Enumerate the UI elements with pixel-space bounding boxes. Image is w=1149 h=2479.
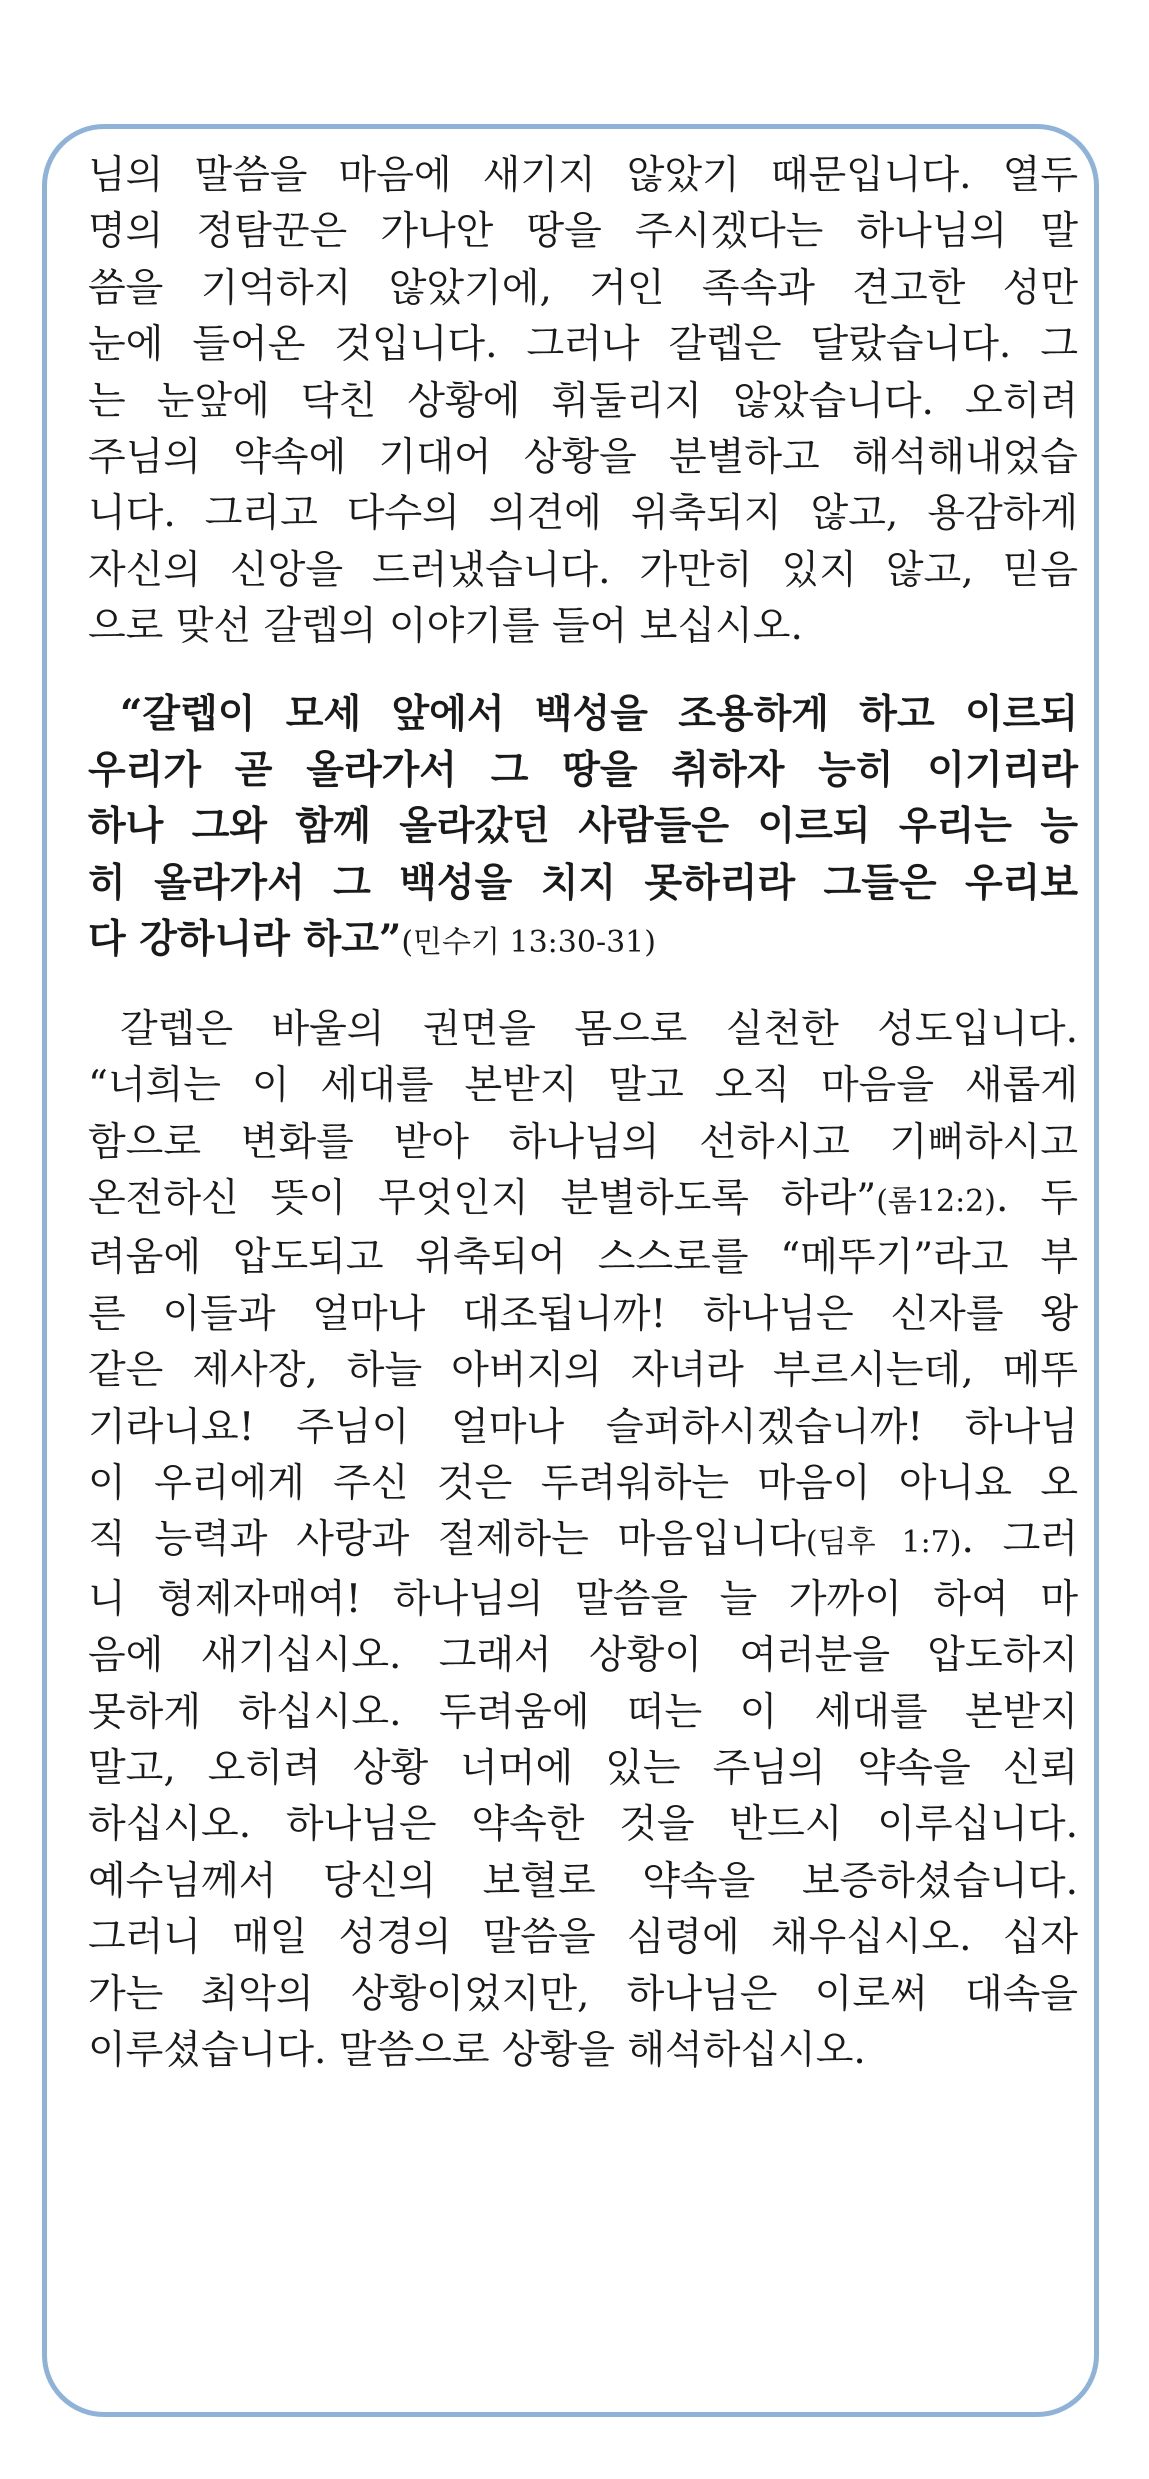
inline-reference: (딤후 1:7)	[805, 1525, 962, 1561]
quote-line-last	[88, 911, 1078, 971]
text-line: 른 이들과 얼마나 대조됩니까! 하나님은 신자를 왕	[88, 1291, 1078, 1337]
quote-line: “갈렙이 모세 앞에서 백성을 조용하게 하고 이르되	[120, 690, 1078, 737]
text-line: 니 형제자매여! 하나님의 말씀을 늘 가까이 하여 마	[88, 1576, 1078, 1622]
text-line: 예수님께서 당신의 보혈로 약속을 보증하셨습니다.	[88, 1858, 1078, 1904]
text-line: 이 우리에게 주신 것은 두려워하는 마음이 아니요 오	[88, 1460, 1078, 1506]
text-line: 음에 새기십시오. 그래서 상황이 여러분을 압도하지	[88, 1633, 1078, 1679]
text-line-with-reference	[88, 1171, 1078, 1230]
text-line: 이루셨습니다. 말씀으로 상황을 해석하십시오.	[88, 2028, 866, 2073]
text-line: 같은 제사장, 하늘 아버지의 자녀라 부르시는데, 메뚜	[88, 1348, 1078, 1394]
text-line: 함으로 변화를 받아 하나님의 선하시고 기뻐하시고	[88, 1119, 1078, 1165]
text-line: “너희는 이 세대를 본받지 말고 오직 마음을 새롭게	[88, 1063, 1078, 1109]
text-line: 자신의 신앙을 드러냈습니다. 가만히 있지 않고, 믿음	[88, 547, 1078, 593]
text-line: 으로 맞선 갈렙의 이야기를 들어 보십시오.	[88, 604, 803, 650]
quote-reference: (민수기 13:30-31)	[401, 925, 656, 961]
text-line: 님의 말씀을 마음에 새기지 않았기 때문입니다. 열두	[88, 153, 1078, 198]
text-line-with-reference	[88, 1512, 1078, 1571]
text-line: 는 눈앞에 닥친 상황에 휘둘리지 않았습니다. 오히려	[88, 378, 1078, 424]
text-line: 눈에 들어온 것입니다. 그러나 갈렙은 달랐습니다. 그	[88, 322, 1078, 368]
line-tail: . 두	[995, 1175, 1079, 1221]
text-line: 명의 정탐꾼은 가나안 땅을 주시겠다는 하나님의 말	[88, 209, 1078, 255]
paragraph-2	[88, 1002, 1078, 2080]
text-line: 기라니요! 주님이 얼마나 슬퍼하시겠습니까! 하나님	[88, 1404, 1078, 1450]
text-line: 주님의 약속에 기대어 상황을 분별하고 해석해내었습	[88, 435, 1078, 481]
text-line: 하십시오. 하나님은 약속한 것을 반드시 이루십니다.	[88, 1802, 1078, 1848]
line-text: 온전하신 뜻이 무엇인지 분별하도록 하라”	[88, 1175, 877, 1221]
text-line: 씀을 기억하지 않았기에, 거인 족속과 견고한 성만	[88, 265, 1078, 311]
quote-line: 히 올라가서 그 백성을 치지 못하리라 그들은 우리보	[88, 859, 1078, 906]
text-line: 말고, 오히려 상황 너머에 있는 주님의 약속을 신뢰	[88, 1745, 1079, 1791]
text-line: 가는 최악의 상황이었지만, 하나님은 이로써 대속을	[88, 1971, 1078, 2017]
quote-text: 다 강하니라 하고”	[88, 916, 402, 963]
quote-line: 우리가 곧 올라가서 그 땅을 취하자 능히 이기리라	[88, 747, 1078, 794]
scripture-quote	[88, 686, 1078, 972]
paragraph-1	[88, 148, 1078, 656]
inline-reference: (롬12:2)	[876, 1183, 996, 1219]
line-text: 직 능력과 사랑과 절제하는 마음입니다	[88, 1517, 806, 1563]
text-line: 못하게 하십시오. 두려움에 떠는 이 세대를 본받지	[88, 1689, 1078, 1735]
quote-line: 하나 그와 함께 올라갔던 사람들은 이르되 우리는 능	[88, 803, 1078, 850]
text-line: 그러니 매일 성경의 말씀을 심령에 채우십시오. 십자	[88, 1915, 1078, 1961]
document-body	[88, 148, 1078, 2079]
text-line: 갈렙은 바울의 권면을 몸으로 실천한 성도입니다.	[120, 1006, 1078, 1052]
text-line: 려움에 압도되고 위축되어 스스로를 “메뚜기”라고 부	[88, 1235, 1078, 1281]
text-line: 니다. 그리고 다수의 의견에 위축되지 않고, 용감하게	[88, 491, 1078, 537]
line-tail: . 그러	[961, 1517, 1079, 1563]
